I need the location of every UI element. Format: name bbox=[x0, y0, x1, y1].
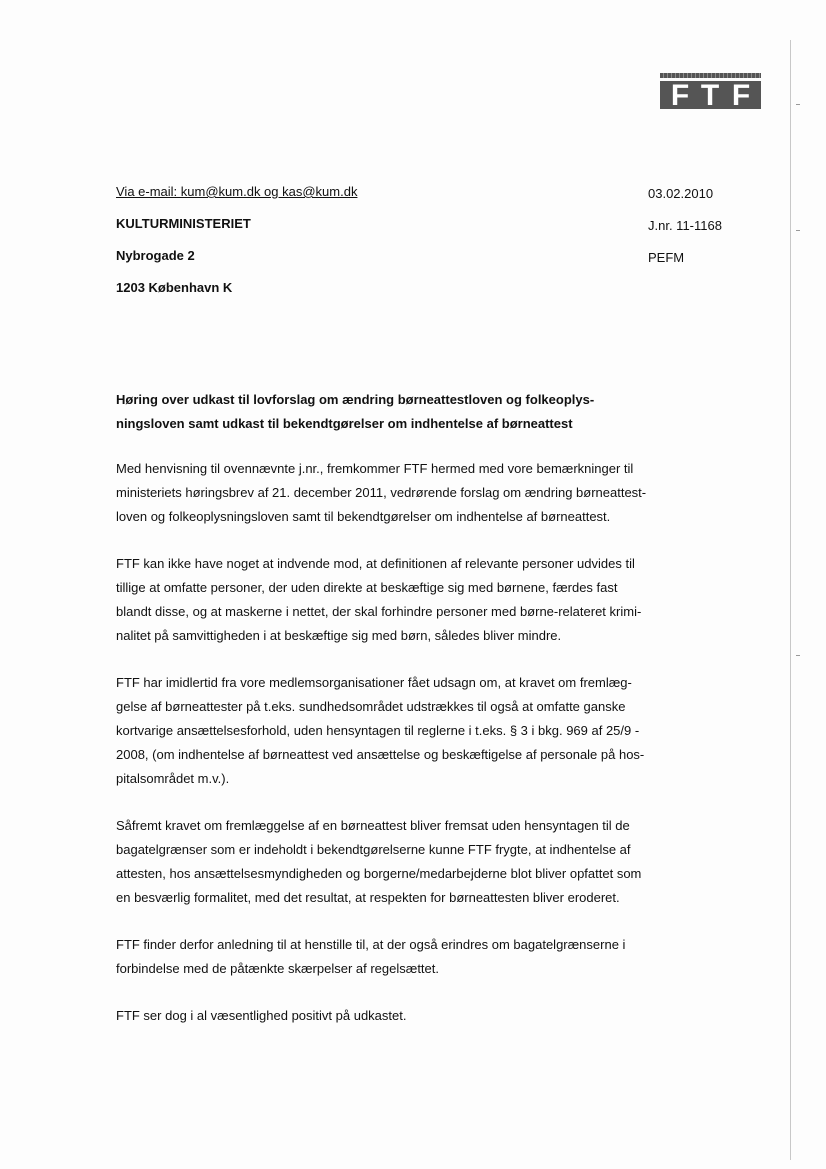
logo-letter-f: F bbox=[670, 79, 690, 112]
paragraph-line: forbindelse med de påtænkte skærpelser af regelsættet. bbox=[116, 961, 440, 976]
paragraph-line: Såfremt kravet om fremlæggelse af en børneattest bliver fremsat uden hensyntagen til de bbox=[116, 818, 630, 833]
scan-mark bbox=[796, 230, 800, 231]
paragraph-line: FTF finder derfor anledning til at henstille til, at der også erindres om bagatelgrænserne i bbox=[116, 937, 626, 952]
subject-line: ningsloven samt udkast til bekendtgørelser om indhentelse af børneattest bbox=[116, 416, 573, 431]
body-paragraph-4 bbox=[116, 814, 647, 910]
body-paragraph-1 bbox=[116, 457, 647, 529]
paragraph-line: gelse af børneattester på t.eks. sundhedsområdet udstrækkes til også at omfatte ganske bbox=[116, 699, 626, 714]
paragraph-line: FTF kan ikke have noget at indvende mod, at definitionen af relevante personer udvides til bbox=[116, 556, 635, 571]
paragraph-line: en besværlig formalitet, med det resultat, at respekten for børneattesten bliver eroderet. bbox=[116, 890, 620, 905]
paragraph-line: tillige at omfatte personer, der uden direkte at beskæftige sig med børnene, færdes fast bbox=[116, 580, 618, 595]
recipient-name: KULTURMINISTERIET bbox=[116, 216, 251, 231]
body-paragraph-3 bbox=[116, 671, 647, 791]
paragraph-line: ministeriets høringsbrev af 21. december 2011, vedrørende forslag om ændring børneattest- bbox=[116, 485, 647, 500]
logo-block bbox=[660, 79, 761, 112]
recipient-street: Nybrogade 2 bbox=[116, 248, 195, 263]
scan-mark bbox=[796, 104, 800, 105]
paragraph-line: Med henvisning til ovennævnte j.nr., fremkommer FTF hermed med vore bemærkninger til bbox=[116, 461, 634, 476]
paragraph-line: pitalsområdet m.v.). bbox=[116, 771, 230, 786]
subject-line: Høring over udkast til lovforslag om ændring børneattestloven og folkeoplys- bbox=[116, 392, 595, 407]
logo-letter-t: T bbox=[700, 79, 720, 112]
recipient-city: 1203 København K bbox=[116, 280, 233, 295]
paragraph-line: attesten, hos ansættelsesmyndigheden og borgerne/medarbejderne blot bliver opfattet som bbox=[116, 866, 642, 881]
paragraph-line: FTF har imidlertid fra vore medlemsorganisationer fået udsagn om, at kravet om fremlæg- bbox=[116, 675, 632, 690]
scan-edge-line bbox=[790, 40, 791, 1160]
letter-date: 03.02.2010 bbox=[648, 186, 714, 201]
logo-letter-f: F bbox=[731, 79, 751, 112]
scan-mark bbox=[796, 655, 800, 656]
journal-number: J.nr. 11-1168 bbox=[648, 218, 722, 233]
paragraph-line: FTF ser dog i al væsentlighed positivt på udkastet. bbox=[116, 1008, 407, 1023]
paragraph-line: bagatelgrænser som er indeholdt i bekendtgørelserne kunne FTF frygte, at indhentelse af bbox=[116, 842, 631, 857]
ftf-logo bbox=[660, 73, 761, 112]
subject-heading bbox=[116, 388, 628, 436]
paragraph-line: loven og folkeoplysningsloven samt til bekendtgørelser om indhentelse af børneattest. bbox=[116, 509, 611, 524]
email-line: Via e-mail: kum@kum.dk og kas@kum.dk bbox=[116, 184, 358, 199]
paragraph-line: 2008, (om indhentelse af børneattest ved ansættelse og beskæftigelse af personale på hos- bbox=[116, 747, 645, 762]
body-paragraph-5 bbox=[116, 933, 647, 981]
sender-initials: PEFM bbox=[648, 250, 685, 265]
body-paragraph-6 bbox=[116, 1004, 647, 1028]
body-paragraph-2 bbox=[116, 552, 647, 648]
paragraph-line: nalitet på samvittigheden i at beskæftige sig med børn, således bliver mindre. bbox=[116, 628, 562, 643]
logo-stripe bbox=[660, 73, 761, 78]
paragraph-line: blandt disse, og at maskerne i nettet, der skal forhindre personer med børne-relateret krimi- bbox=[116, 604, 642, 619]
paragraph-line: kortvarige ansættelsesforhold, uden hensyntagen til reglerne i t.eks. § 3 i bkg. 969 af 25/9 - bbox=[116, 723, 640, 738]
